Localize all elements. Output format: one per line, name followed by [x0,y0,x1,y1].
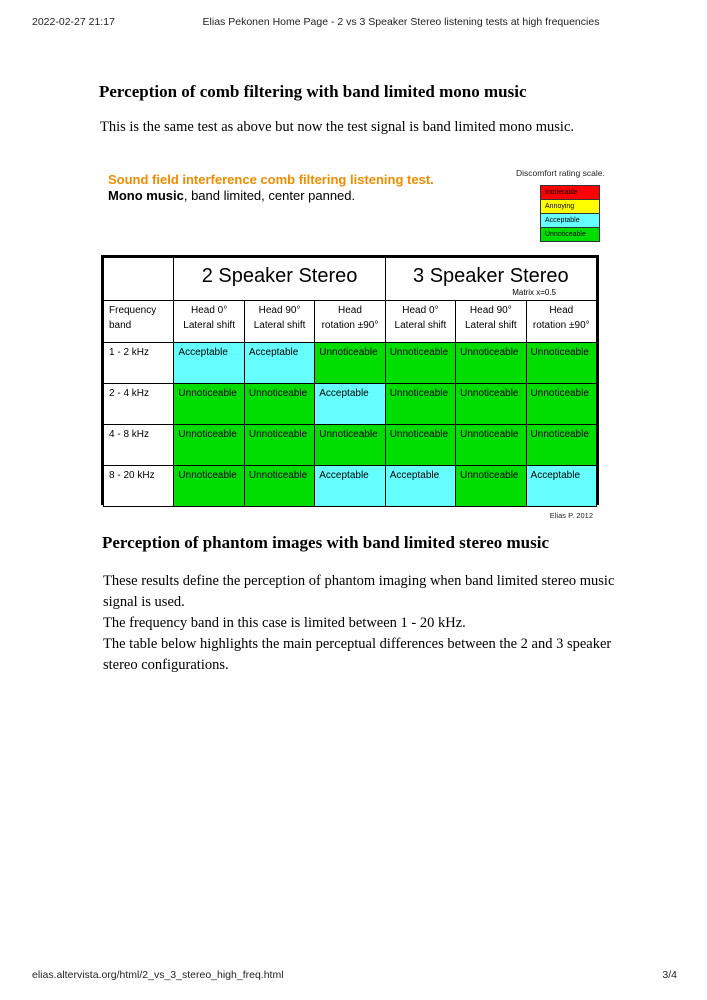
frequency-band-cell: 1 - 2 kHz [104,343,174,384]
rating-scale-item: Unnoticeable [541,228,599,241]
rating-scale-item: Annoying [541,200,599,214]
table-row [104,425,597,466]
rating-cell: Unnoticeable [315,343,385,384]
rating-cell: Acceptable [315,466,385,507]
figure-credit: Elias P. 2012 [549,511,593,520]
section2-body [103,571,614,676]
rating-cell: Unnoticeable [456,384,526,425]
column-header: Head 0° Lateral shift [385,301,455,343]
rating-cell: Unnoticeable [385,343,455,384]
rating-cell: Unnoticeable [526,425,596,466]
rating-scale-legend [540,185,600,242]
figure-subtitle-rest: , band limited, center panned. [183,188,356,203]
rating-cell: Unnoticeable [174,384,244,425]
rating-cell: Unnoticeable [315,425,385,466]
table-corner-cell [104,258,174,301]
rating-cell: Unnoticeable [385,384,455,425]
figure-subtitle [108,188,355,203]
section-heading-comb-filtering: Perception of comb filtering with band limited mono music [99,82,527,101]
rating-cell: Unnoticeable [456,425,526,466]
figure-title: Sound field interference comb filtering listening test. [108,172,434,187]
rating-scale-item: Intolerable [541,186,599,200]
print-url: elias.altervista.org/html/2_vs_3_stereo_high_freq.html [32,969,284,981]
rating-cell: Acceptable [244,343,314,384]
column-header: Head 90° Lateral shift [456,301,526,343]
rating-cell: Acceptable [174,343,244,384]
rating-cell: Unnoticeable [174,466,244,507]
table-row [104,466,597,507]
matrix-note: Matrix x=0.5 [512,288,556,297]
rating-cell: Unnoticeable [244,384,314,425]
print-page-number: 3/4 [662,969,677,981]
print-datetime: 2022-02-27 21:17 [32,16,115,28]
rating-scale-label: Discomfort rating scale. [516,168,605,178]
table-row [104,343,597,384]
rating-cell: Unnoticeable [174,425,244,466]
group-header-3-speaker: 3 Speaker Stereo Matrix x=0.5 [385,258,596,301]
paragraph-line: signal is used. [103,594,185,610]
rating-cell: Unnoticeable [385,425,455,466]
column-header-frequency-band: Frequency band [104,301,174,343]
rating-cell: Unnoticeable [456,343,526,384]
rating-cell: Unnoticeable [526,384,596,425]
section-intro-text: This is the same test as above but now the test signal is band limited mono music. [100,119,575,135]
column-header: Head 0° Lateral shift [174,301,244,343]
column-header: Head rotation ±90° [315,301,385,343]
rating-scale-item: Acceptable [541,214,599,228]
table-row [104,384,597,425]
rating-cell: Unnoticeable [456,466,526,507]
rating-cell: Unnoticeable [526,343,596,384]
frequency-band-cell: 2 - 4 kHz [104,384,174,425]
rating-cell: Acceptable [526,466,596,507]
paragraph-line: These results define the perception of phantom imaging when band limited stereo music [103,573,615,589]
section-heading-phantom-images: Perception of phantom images with band limited stereo music [102,533,550,552]
group-header-2-speaker: 2 Speaker Stereo [174,258,385,301]
rating-cell: Acceptable [315,384,385,425]
rating-cell: Unnoticeable [244,466,314,507]
column-header: Head rotation ±90° [526,301,596,343]
paragraph-line: stereo configurations. [103,657,229,673]
frequency-band-cell: 8 - 20 kHz [104,466,174,507]
figure-subtitle-bold: Mono music [108,188,184,203]
paragraph-line: The table below highlights the main perceptual differences between the 2 and 3 speaker [103,636,612,652]
paragraph-line: The frequency band in this case is limited between 1 - 20 kHz. [103,615,466,631]
column-header: Head 90° Lateral shift [244,301,314,343]
frequency-band-cell: 4 - 8 kHz [104,425,174,466]
results-table [101,255,599,505]
rating-cell: Acceptable [385,466,455,507]
rating-cell: Unnoticeable [244,425,314,466]
print-page-title: Elias Pekonen Home Page - 2 vs 3 Speaker Stereo listening tests at high frequencies [202,16,600,28]
